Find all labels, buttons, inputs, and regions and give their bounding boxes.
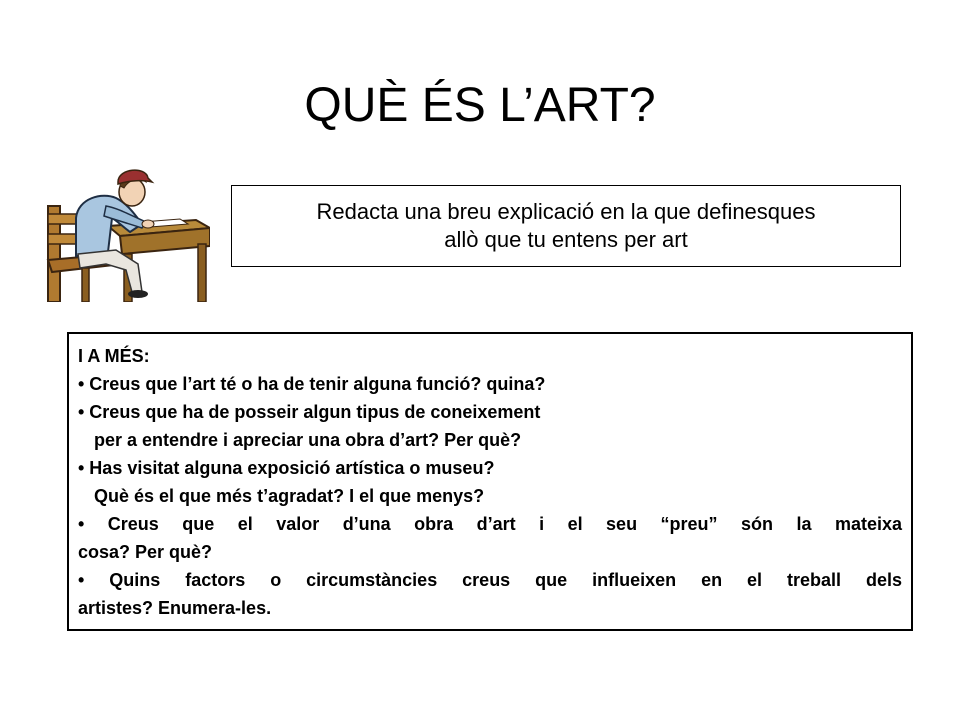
question-line: • Creus que l’art té o ha de tenir alguna funció? quina? [78,374,546,394]
questions-heading: I A MÉS: [78,346,150,366]
prompt-box [231,185,901,267]
prompt-line: allò que tu entens per art [444,227,688,252]
question-line: artistes? Enumera-les. [78,598,272,618]
questions-box [67,332,913,631]
question-line: • Has visitat alguna exposició artística o museu? [78,458,495,478]
question-line: • Quins factors o circumstàncies creus que influeixen en el treball dels [78,570,902,590]
slide-title: QUÈ ÉS L’ART? [304,79,656,132]
question-line: per a entendre i apreciar una obra d’art? Per què? [94,430,522,450]
prompt-line: Redacta una breu explicació en la que definesques [316,199,816,224]
question-line: • Creus que ha de posseir algun tipus de coneixement [78,402,541,422]
question-line: cosa? Per què? [78,542,213,562]
student-writing-at-desk-icon [46,168,210,302]
question-line: Què és el que més t’agradat? I el que menys? [94,486,485,506]
question-line: • Creus que el valor d’una obra d’art i el seu “preu” són la mateixa [78,514,902,534]
